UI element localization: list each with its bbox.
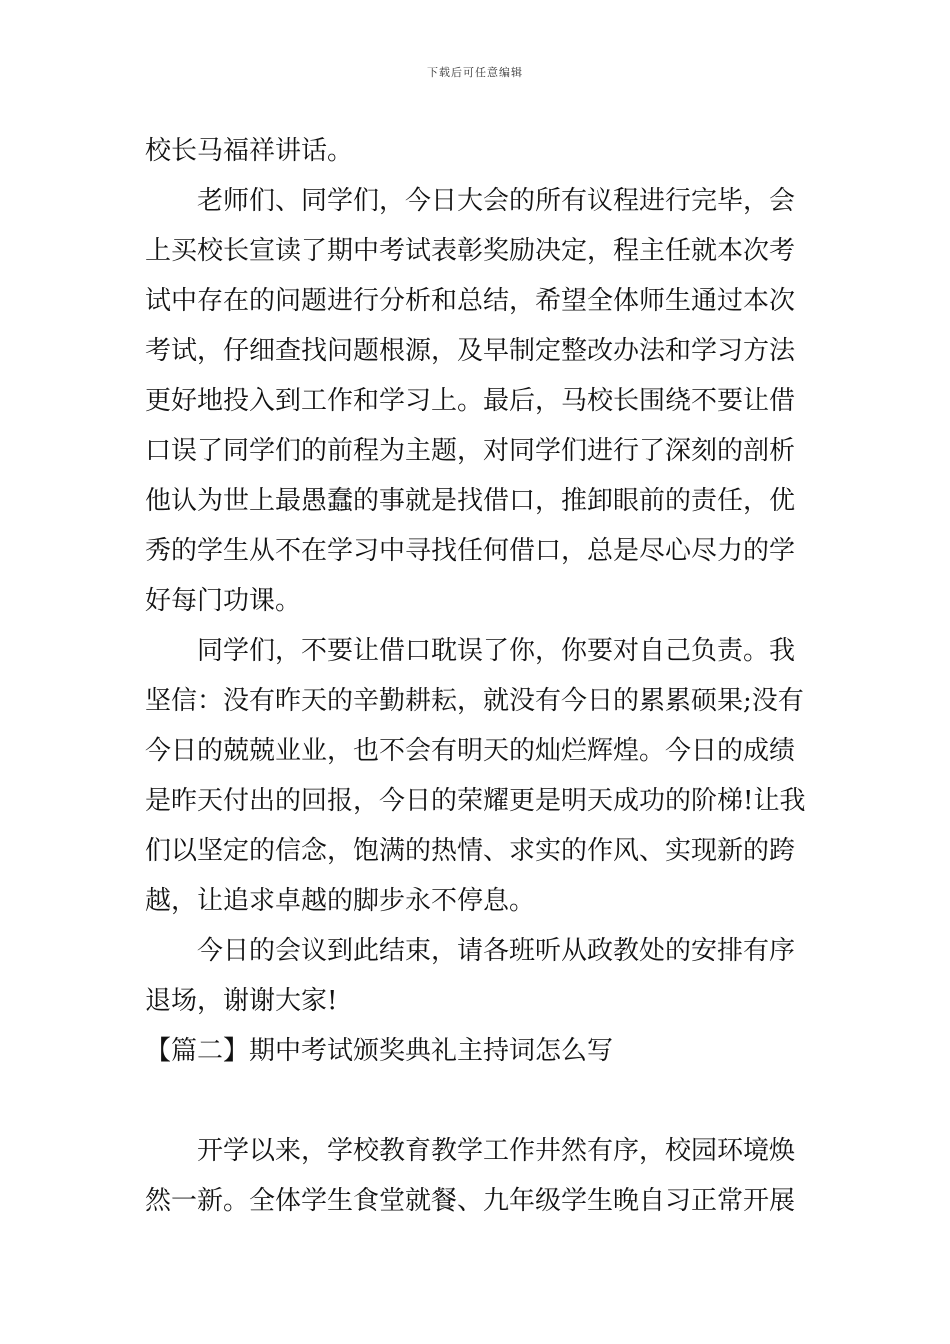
document-body [145, 126, 807, 1226]
text-line: 坚信：没有昨天的辛勤耕耘，就没有今日的累累硕果;没有 [145, 686, 804, 716]
blank-line [145, 1076, 807, 1126]
text-line: 今日的兢兢业业，也不会有明天的灿烂辉煌。今日的成绩 [145, 736, 796, 766]
paragraph-start-line: 老师们、同学们，今日大会的所有议程进行完毕，会 [197, 186, 796, 216]
paragraph-start-line: 开学以来，学校教育教学工作井然有序，校园环境焕 [197, 1136, 796, 1166]
paragraph-start-line: 今日的会议到此结束，请各班听从政教处的安排有序 [197, 936, 796, 966]
text-line: 是昨天付出的回报，今日的荣耀更是明天成功的阶梯!让我 [145, 786, 806, 816]
text-line: 校长马福祥讲话。 [145, 136, 354, 166]
text-line: 好每门功课。 [145, 586, 302, 616]
text-line: 口误了同学们的前程为主题，对同学们进行了深刻的剖析 [145, 436, 796, 466]
page-header-note: 下载后可任意编辑 [427, 66, 523, 79]
section-heading: 【篇二】期中考试颁奖典礼主持词怎么写 [145, 1036, 614, 1066]
text-line: 们以坚定的信念，饱满的热情、求实的作风、实现新的跨 [145, 836, 796, 866]
text-line: 退场，谢谢大家! [145, 986, 338, 1016]
text-line: 更好地投入到工作和学习上。最后，马校长围绕不要让借 [145, 386, 796, 416]
paragraph-start-line: 同学们，不要让借口耽误了你，你要对自己负责。我 [197, 636, 796, 666]
text-line: 他认为世上最愚蠢的事就是找借口，推卸眼前的责任，优 [145, 486, 796, 516]
text-line: 然一新。全体学生食堂就餐、九年级学生晚自习正常开展 [145, 1186, 796, 1216]
text-line: 考试，仔细查找问题根源，及早制定整改办法和学习方法 [145, 336, 796, 366]
text-line: 试中存在的问题进行分析和总结，希望全体师生通过本次 [145, 286, 796, 316]
text-line: 越，让追求卓越的脚步永不停息。 [145, 886, 536, 916]
text-line: 秀的学生从不在学习中寻找任何借口，总是尽心尽力的学 [145, 536, 796, 566]
text-line: 上买校长宣读了期中考试表彰奖励决定，程主任就本次考 [145, 236, 796, 266]
